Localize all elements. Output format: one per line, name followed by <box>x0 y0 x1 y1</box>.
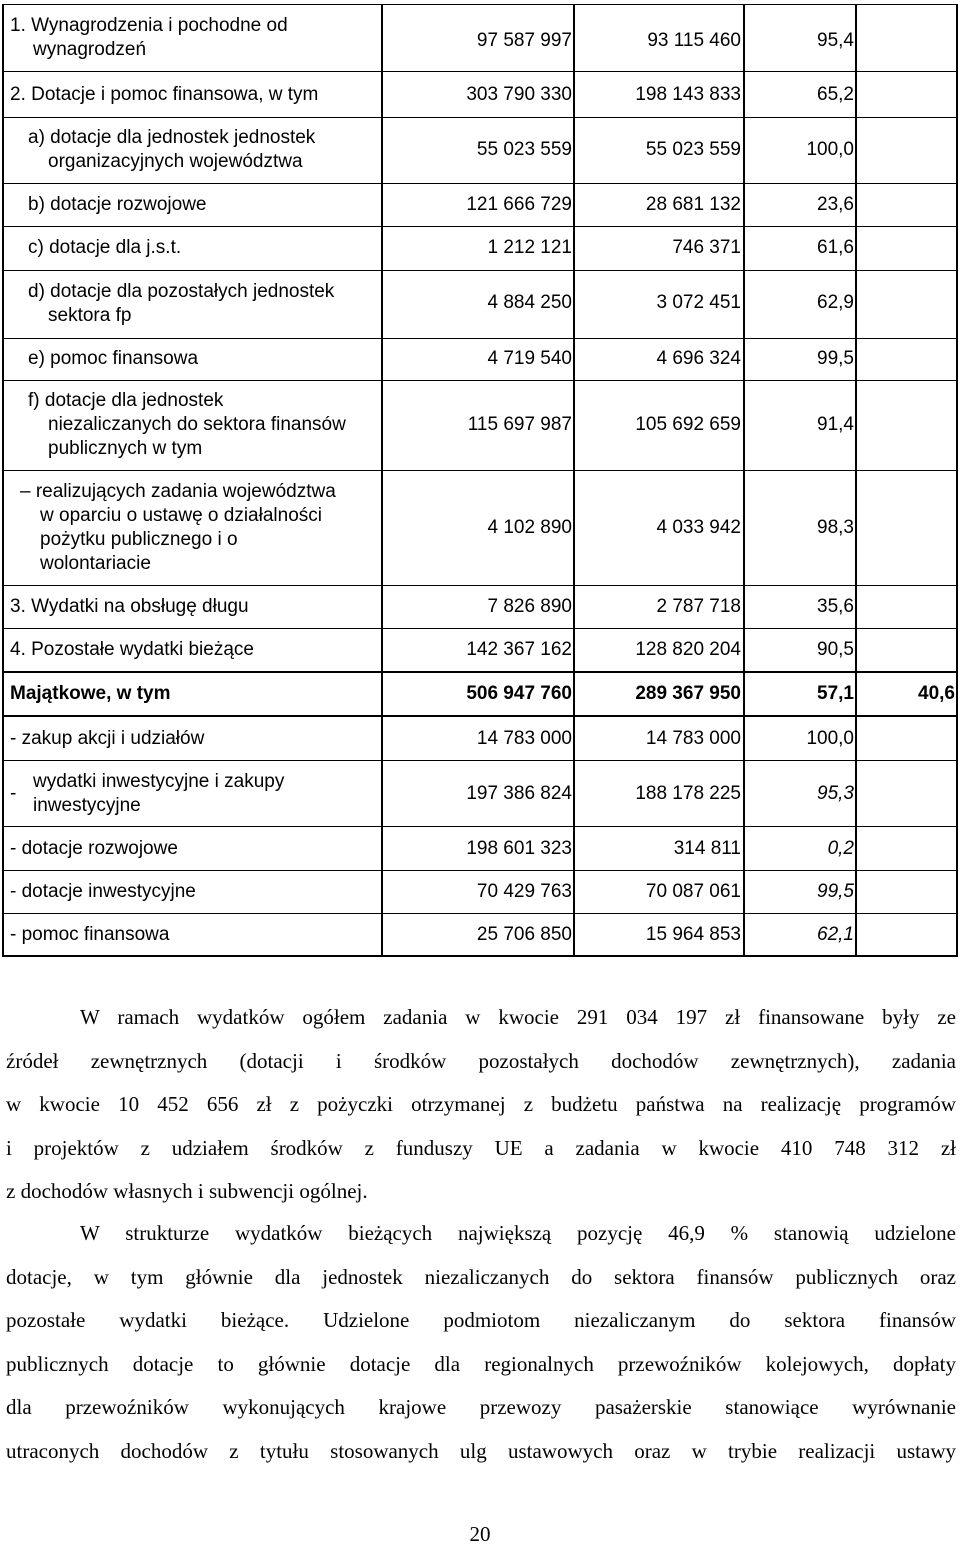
actual-value: 105 692 659 <box>635 414 741 435</box>
percent-value: 99,5 <box>817 348 854 369</box>
table-hline <box>2 913 958 914</box>
paragraph-line: utraconych dochodów z tytułu stosowanych ulg ustawowych oraz w trybie realizacji ustawy <box>6 1438 956 1463</box>
table-vline <box>855 4 857 957</box>
row-label: sektora fp <box>48 305 132 326</box>
actual-value: 4 696 324 <box>656 348 741 369</box>
actual-value: 2 787 718 <box>656 596 741 617</box>
row-label: pożytku publicznego i o <box>40 529 238 550</box>
plan-value: 55 023 559 <box>476 139 572 160</box>
table-hline <box>2 4 958 5</box>
row-label: inwestycyjne <box>33 795 141 816</box>
row-label: a) dotacje dla jednostek jednostek <box>28 127 316 148</box>
paragraph-line: w kwocie 10 452 656 zł z pożyczki otrzymanej z budżetu państwa na realizację programów <box>6 1092 956 1116</box>
actual-value: 289 367 950 <box>635 683 741 704</box>
table-vline <box>381 4 383 957</box>
percent-value: 35,6 <box>817 596 854 617</box>
paragraph-line: i projektów z udziałem środków z funduszy UE a zadania w kwocie 410 748 312 zł <box>6 1135 956 1160</box>
plan-value: 70 429 763 <box>476 881 572 902</box>
row-label: e) pomoc finansowa <box>28 348 199 369</box>
percent-value: 62,9 <box>817 292 854 313</box>
paragraph-line: dotacje, w tym głównie dla jednostek niezaliczanych do sektora finansów publicznych oraz <box>6 1264 956 1289</box>
percent-value: 61,6 <box>817 237 854 258</box>
row-label: niezaliczanych do sektora finansów <box>48 414 346 435</box>
paragraph-line: W ramach wydatków ogółem zadania w kwocie 291 034 197 zł finansowane były ze <box>80 1005 956 1029</box>
percent-value: 95,4 <box>817 30 854 51</box>
percent-value: 100,0 <box>806 139 854 160</box>
plan-value: 303 790 330 <box>466 84 572 105</box>
paragraph-line: z dochodów własnych i subwencji ogólnej. <box>6 1179 368 1203</box>
percent-value: 95,3 <box>817 783 854 804</box>
plan-value: 4 102 890 <box>487 517 572 538</box>
actual-value: 28 681 132 <box>645 194 741 215</box>
row-label: wynagrodzeń <box>33 39 147 60</box>
plan-value: 7 826 890 <box>487 596 572 617</box>
table-hline <box>2 715 958 717</box>
table-vline <box>956 4 958 957</box>
plan-value: 115 697 987 <box>467 414 572 435</box>
page-number: 20 <box>469 1522 491 1546</box>
table-hline <box>2 338 958 339</box>
share-value: 40,6 <box>918 683 955 704</box>
row-label: 4. Pozostałe wydatki bieżące <box>10 639 254 660</box>
plan-value: 198 601 323 <box>466 838 572 859</box>
paragraph-line: pozostałe wydatki bieżące. Udzielone podmiotom niezaliczanym do sektora finansów <box>6 1308 956 1332</box>
row-label: 2. Dotacje i pomoc finansowa, w tym <box>10 84 319 105</box>
row-label: wydatki inwestycyjne i zakupy <box>33 771 285 792</box>
percent-value: 57,1 <box>817 683 854 704</box>
row-label: f) dotacje dla jednostek <box>28 390 224 411</box>
table-hline <box>2 183 958 184</box>
row-label: d) dotacje dla pozostałych jednostek <box>28 281 335 302</box>
row-label: b) dotacje rozwojowe <box>28 194 207 215</box>
table-hline <box>2 870 958 871</box>
row-label: Majątkowe, w tym <box>10 683 171 704</box>
table-hline <box>2 270 958 271</box>
table-hline <box>2 380 958 381</box>
plan-value: 14 783 000 <box>476 728 572 749</box>
plan-value: 4 719 540 <box>487 348 572 369</box>
row-label: wolontariacie <box>40 553 151 574</box>
table-hline <box>2 117 958 118</box>
percent-value: 91,4 <box>817 414 854 435</box>
row-label: - pomoc finansowa <box>10 924 170 945</box>
table-hline <box>2 226 958 227</box>
paragraph <box>6 996 956 1214</box>
plan-value: 197 386 824 <box>466 783 572 804</box>
actual-value: 55 023 559 <box>645 139 741 160</box>
paragraph-line: źródeł zewnętrznych (dotacji i środków pozostałych dochodów zewnętrznych), zadania <box>6 1048 956 1073</box>
plan-value: 1 212 121 <box>487 237 572 258</box>
percent-value: 90,5 <box>817 639 854 660</box>
paragraph-line: dla przewoźników wykonujących krajowe przewozy pasażerskie stanowiące wyrównanie <box>6 1395 956 1419</box>
percent-value: 0,2 <box>827 838 854 859</box>
table-hline <box>2 671 958 673</box>
row-label: c) dotacje dla j.s.t. <box>28 237 182 258</box>
percent-value: 23,6 <box>817 194 854 215</box>
table-hline <box>2 628 958 629</box>
actual-value: 4 033 942 <box>656 517 741 538</box>
actual-value: 3 072 451 <box>656 292 741 313</box>
actual-value: 15 964 853 <box>645 924 741 945</box>
row-label: 1. Wynagrodzenia i pochodne od <box>10 15 288 36</box>
table-hline <box>2 760 958 761</box>
actual-value: 746 371 <box>672 237 741 258</box>
table-hline <box>2 71 958 72</box>
percent-value: 100,0 <box>806 728 854 749</box>
row-label: - dotacje inwestycyjne <box>10 881 196 902</box>
actual-value: 314 811 <box>673 838 741 859</box>
plan-value: 142 367 162 <box>466 639 572 660</box>
actual-value: 14 783 000 <box>645 728 741 749</box>
plan-value: 121 666 729 <box>466 194 572 215</box>
actual-value: 188 178 225 <box>635 783 741 804</box>
row-dash: - <box>10 783 17 804</box>
paragraph <box>6 1212 956 1473</box>
row-label: publicznych w tym <box>48 438 203 459</box>
row-label: – realizujących zadania województwa <box>20 481 336 502</box>
plan-value: 506 947 760 <box>466 683 572 704</box>
actual-value: 128 820 204 <box>635 639 741 660</box>
row-label: w oparciu o ustawę o działalności <box>40 505 322 526</box>
percent-value: 99,5 <box>817 881 854 902</box>
actual-value: 198 143 833 <box>635 84 741 105</box>
table-hline <box>2 826 958 827</box>
row-label: 3. Wydatki na obsługę długu <box>10 596 249 617</box>
paragraph-line: publicznych dotacje to głównie dotacje dla regionalnych przewoźników kolejowych, dopłaty <box>6 1351 956 1376</box>
actual-value: 93 115 460 <box>647 30 741 51</box>
table-hline <box>2 955 958 957</box>
plan-value: 25 706 850 <box>476 924 572 945</box>
row-label: organizacyjnych województwa <box>48 151 303 172</box>
percent-value: 65,2 <box>817 84 854 105</box>
table-hline <box>2 585 958 586</box>
percent-value: 62,1 <box>817 924 854 945</box>
percent-value: 98,3 <box>817 517 854 538</box>
row-label: - dotacje rozwojowe <box>10 838 178 859</box>
plan-value: 97 587 997 <box>476 30 572 51</box>
row-label: - zakup akcji i udziałów <box>10 728 205 749</box>
plan-value: 4 884 250 <box>487 292 572 313</box>
paragraph-line: W strukturze wydatków bieżących największą pozycję 46,9 % stanowią udzielone <box>80 1221 956 1245</box>
actual-value: 70 087 061 <box>645 881 741 902</box>
table-vline <box>2 4 4 957</box>
table-hline <box>2 470 958 471</box>
